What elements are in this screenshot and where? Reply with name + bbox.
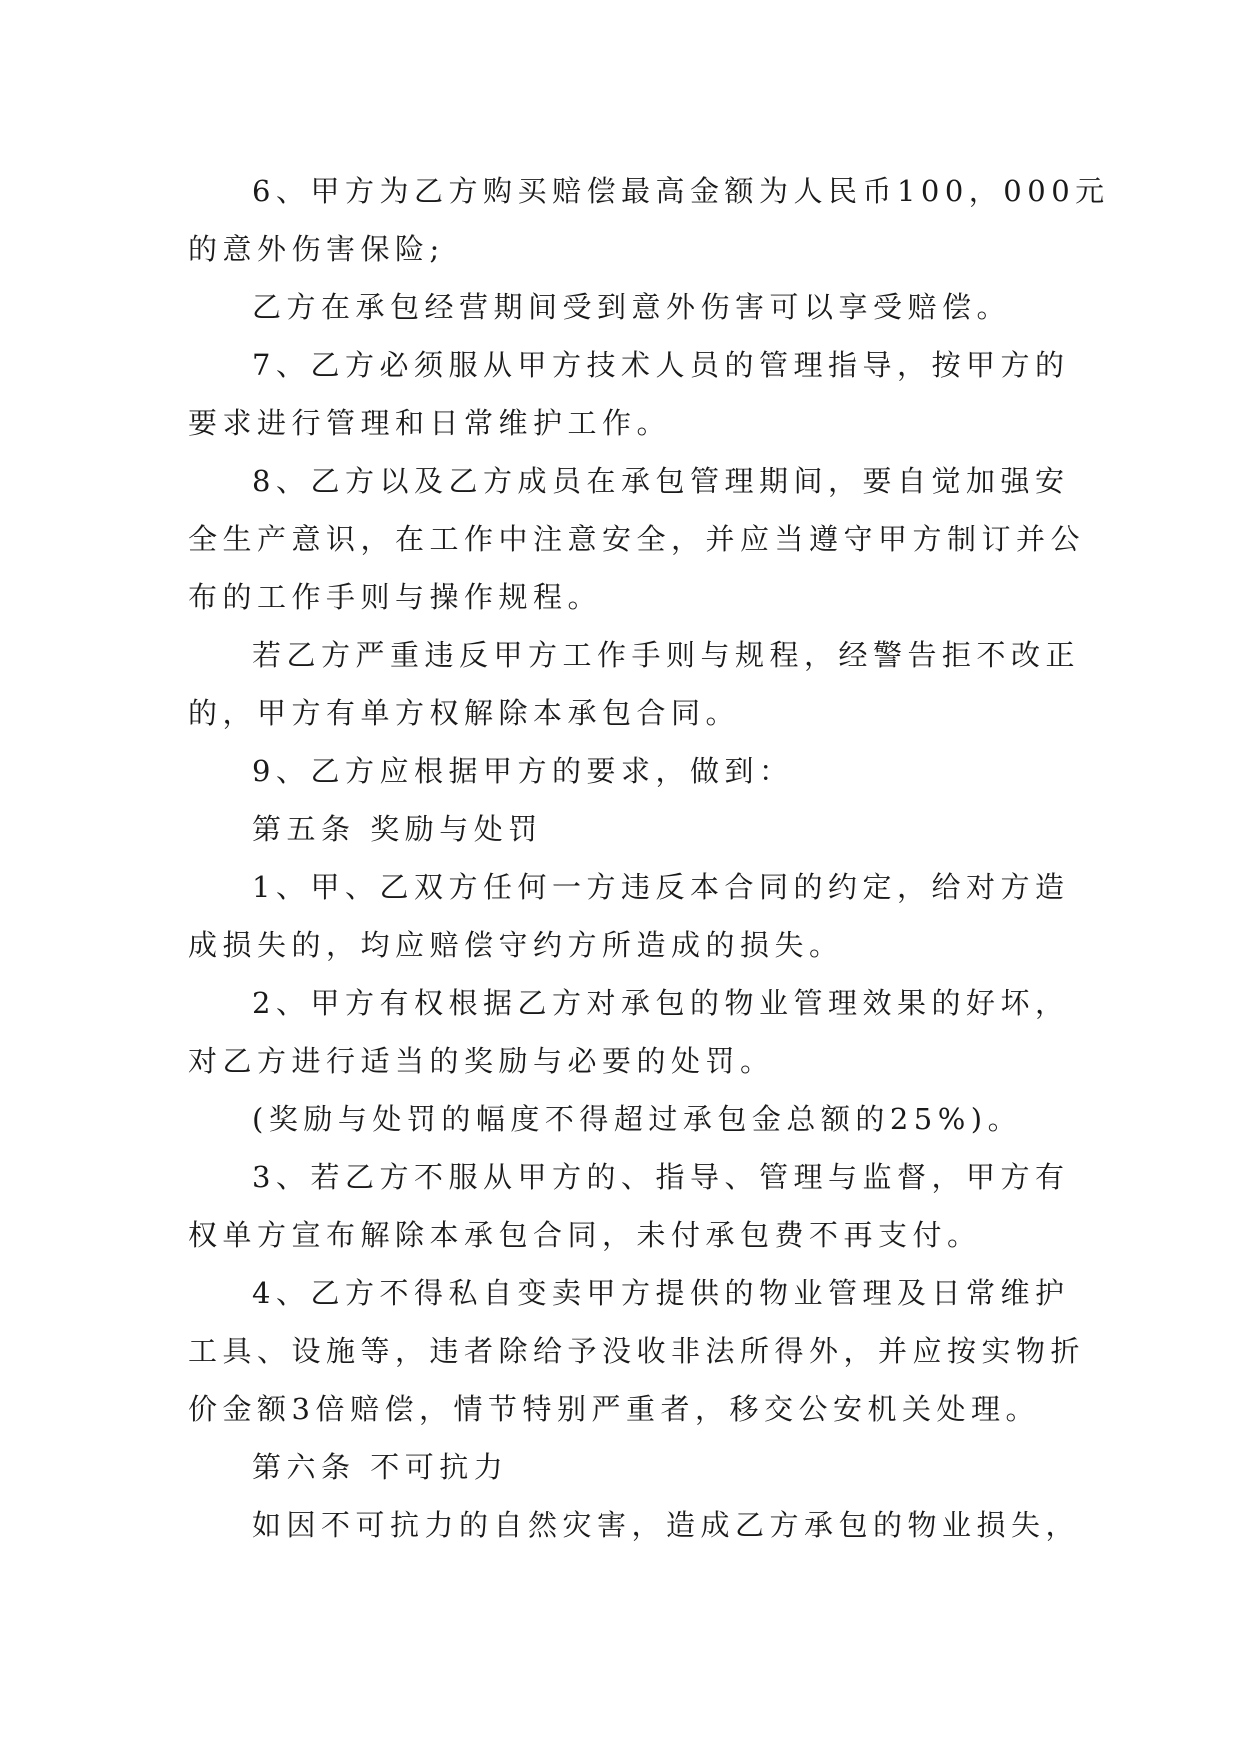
text-line: (奖励与处罚的幅度不得超过承包金总额的25%)。 [252,1102,1023,1136]
text-line: 布的工作手则与操作规程。 [188,580,603,614]
text-line: 的，甲方有单方权解除本承包合同。 [188,696,741,730]
contract-text [188,162,1110,1554]
text-line: 的意外伤害保险; [188,232,445,266]
section-heading: 第六条 不可抗力 [252,1450,509,1484]
text-line: 若乙方严重违反甲方工作手则与规程，经警告拒不改正 [252,638,1081,672]
text-line: 4、乙方不得私自变卖甲方提供的物业管理及日常维护 [252,1276,1070,1310]
text-line: 6、甲方为乙方购买赔偿最高金额为人民币100，000元 [252,174,1110,208]
text-line: 工具、设施等，违者除给予没收非法所得外，并应按实物折 [188,1334,1086,1368]
text-line: 9、乙方应根据甲方的要求，做到： [252,754,794,788]
section-heading: 第五条 奖励与处罚 [252,812,543,846]
text-line: 2、甲方有权根据乙方对承包的物业管理效果的好坏， [252,986,1070,1020]
text-line: 8、乙方以及乙方成员在承包管理期间，要自觉加强安 [252,464,1070,498]
text-line: 要求进行管理和日常维护工作。 [188,406,672,440]
text-line: 全生产意识，在工作中注意安全，并应当遵守甲方制订并公 [188,522,1086,556]
text-line: 3、若乙方不服从甲方的、指导、管理与监督，甲方有 [252,1160,1070,1194]
text-line: 成损失的，均应赔偿守约方所造成的损失。 [188,928,844,962]
text-line: 对乙方进行适当的奖励与必要的处罚。 [188,1044,775,1078]
text-line: 如因不可抗力的自然灾害，造成乙方承包的物业损失， [252,1508,1081,1542]
text-line: 7、乙方必须服从甲方技术人员的管理指导，按甲方的 [252,348,1070,382]
text-line: 乙方在承包经营期间受到意外伤害可以享受赔偿。 [252,290,1012,324]
text-line: 价金额3倍赔偿，情节特别严重者，移交公安机关处理。 [188,1392,1040,1426]
text-line: 1、甲、乙双方任何一方违反本合同的约定，给对方造 [252,870,1070,904]
text-line: 权单方宣布解除本承包合同，未付承包费不再支付。 [188,1218,982,1252]
